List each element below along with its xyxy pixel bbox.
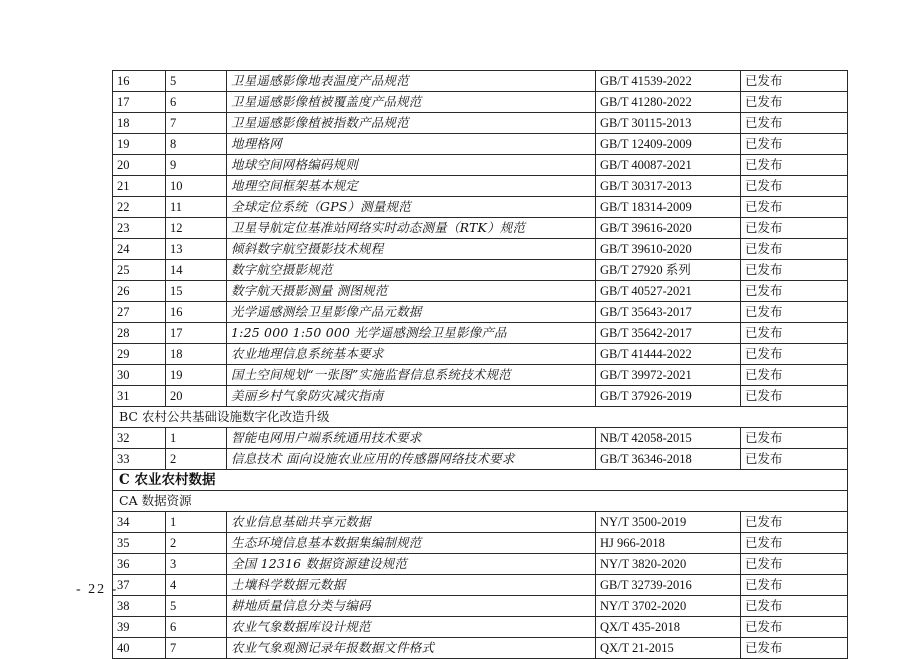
row-number: 29 [113,344,166,365]
standard-name: 倾斜数字航空摄影技术规程 [227,239,596,260]
row-sequence: 7 [166,638,227,659]
row-number: 35 [113,533,166,554]
table-section-major-row [113,470,848,491]
table-row [113,155,848,176]
standard-name: 农业地理信息系统基本要求 [227,344,596,365]
row-sequence: 17 [166,323,227,344]
table-section-row [113,491,848,512]
standard-code: QX/T 435-2018 [596,617,741,638]
standard-name: 卫星导航定位基准站网络实时动态测量（RTK）规范 [227,218,596,239]
standard-name: 数字航天摄影测量 测图规范 [227,281,596,302]
standard-name: 农业信息基础共享元数据 [227,512,596,533]
standard-name: 全国 12316 数据资源建设规范 [227,554,596,575]
standard-name: 地理格网 [227,134,596,155]
standard-status: 已发布 [741,113,848,134]
standard-name: 卫星遥感影像植被覆盖度产品规范 [227,92,596,113]
table-row [113,554,848,575]
row-number: 23 [113,218,166,239]
row-sequence: 1 [166,512,227,533]
table-row [113,386,848,407]
standard-code: GB/T 40087-2021 [596,155,741,176]
standard-code: GB/T 12409-2009 [596,134,741,155]
table-row [113,365,848,386]
standard-status: 已发布 [741,638,848,659]
row-sequence: 12 [166,218,227,239]
standard-status: 已发布 [741,617,848,638]
row-number: 28 [113,323,166,344]
table-row [113,260,848,281]
row-sequence: 1 [166,428,227,449]
row-sequence: 8 [166,134,227,155]
row-number: 27 [113,302,166,323]
standard-status: 已发布 [741,554,848,575]
row-number: 25 [113,260,166,281]
row-number: 34 [113,512,166,533]
standard-code: QX/T 21-2015 [596,638,741,659]
standard-code: HJ 966-2018 [596,533,741,554]
page-number: - 22 - [76,582,119,597]
row-number: 21 [113,176,166,197]
standard-status: 已发布 [741,512,848,533]
standard-status: 已发布 [741,134,848,155]
standard-code: NY/T 3820-2020 [596,554,741,575]
table-row [113,512,848,533]
standard-code: NY/T 3702-2020 [596,596,741,617]
table-row [113,533,848,554]
row-number: 32 [113,428,166,449]
row-sequence: 19 [166,365,227,386]
table-row [113,617,848,638]
row-sequence: 16 [166,302,227,323]
standard-name: 1:25 000 1:50 000 光学遥感测绘卫星影像产品 [227,323,596,344]
standard-status: 已发布 [741,281,848,302]
standard-name: 农业气象观测记录年报数据文件格式 [227,638,596,659]
row-number: 40 [113,638,166,659]
standard-code: GB/T 40527-2021 [596,281,741,302]
standard-name: 美丽乡村气象防灾减灾指南 [227,386,596,407]
standard-status: 已发布 [741,302,848,323]
standard-code: GB/T 39610-2020 [596,239,741,260]
row-sequence: 6 [166,617,227,638]
table-row [113,323,848,344]
standard-status: 已发布 [741,155,848,176]
standard-name: 光学遥感测绘卫星影像产品元数据 [227,302,596,323]
standard-name: 耕地质量信息分类与编码 [227,596,596,617]
row-number: 36 [113,554,166,575]
standard-name: 地理空间框架基本规定 [227,176,596,197]
section-label: C 农业农村数据 [113,470,848,491]
standards-table [112,70,848,659]
standard-status: 已发布 [741,449,848,470]
row-number: 31 [113,386,166,407]
standards-table-container [112,70,802,659]
standard-status: 已发布 [741,197,848,218]
table-row [113,134,848,155]
standard-code: GB/T 39616-2020 [596,218,741,239]
row-number: 16 [113,71,166,92]
standard-code: GB/T 39972-2021 [596,365,741,386]
row-sequence: 5 [166,596,227,617]
row-sequence: 18 [166,344,227,365]
standard-code: GB/T 41539-2022 [596,71,741,92]
standard-code: GB/T 35642-2017 [596,323,741,344]
standard-status: 已发布 [741,428,848,449]
standard-status: 已发布 [741,533,848,554]
table-row [113,638,848,659]
standard-code: GB/T 27920 系列 [596,260,741,281]
standard-status: 已发布 [741,344,848,365]
row-number: 19 [113,134,166,155]
standard-name: 国土空间规划“一张图”实施监督信息系统技术规范 [227,365,596,386]
row-sequence: 3 [166,554,227,575]
row-sequence: 14 [166,260,227,281]
table-row [113,218,848,239]
standard-code: GB/T 18314-2009 [596,197,741,218]
row-number: 20 [113,155,166,176]
standard-code: NB/T 42058-2015 [596,428,741,449]
row-number: 18 [113,113,166,134]
row-sequence: 11 [166,197,227,218]
standard-name: 生态环境信息基本数据集编制规范 [227,533,596,554]
table-row [113,281,848,302]
row-sequence: 2 [166,449,227,470]
row-number: 33 [113,449,166,470]
standard-code: GB/T 30317-2013 [596,176,741,197]
table-row [113,197,848,218]
standard-status: 已发布 [741,575,848,596]
standard-name: 信息技术 面向设施农业应用的传感器网络技术要求 [227,449,596,470]
standard-status: 已发布 [741,260,848,281]
standard-name: 智能电网用户端系统通用技术要求 [227,428,596,449]
standard-name: 数字航空摄影规范 [227,260,596,281]
standard-code: GB/T 32739-2016 [596,575,741,596]
row-number: 37 [113,575,166,596]
standard-status: 已发布 [741,323,848,344]
standard-status: 已发布 [741,92,848,113]
row-sequence: 20 [166,386,227,407]
standard-status: 已发布 [741,71,848,92]
row-sequence: 15 [166,281,227,302]
standard-code: GB/T 36346-2018 [596,449,741,470]
row-number: 17 [113,92,166,113]
row-sequence: 10 [166,176,227,197]
table-row [113,176,848,197]
standard-status: 已发布 [741,176,848,197]
standard-status: 已发布 [741,596,848,617]
row-sequence: 2 [166,533,227,554]
standard-code: NY/T 3500-2019 [596,512,741,533]
standard-code: GB/T 41444-2022 [596,344,741,365]
table-row [113,239,848,260]
standard-name: 卫星遥感影像植被指数产品规范 [227,113,596,134]
row-number: 22 [113,197,166,218]
standard-code: GB/T 41280-2022 [596,92,741,113]
standard-code: GB/T 37926-2019 [596,386,741,407]
row-sequence: 5 [166,71,227,92]
table-row [113,71,848,92]
row-sequence: 7 [166,113,227,134]
row-number: 39 [113,617,166,638]
table-row [113,596,848,617]
table-row [113,344,848,365]
row-number: 30 [113,365,166,386]
section-label: CA 数据资源 [113,491,848,512]
row-number: 24 [113,239,166,260]
standard-name: 卫星遥感影像地表温度产品规范 [227,71,596,92]
row-sequence: 13 [166,239,227,260]
row-sequence: 6 [166,92,227,113]
standards-table-body [113,71,848,659]
standard-code: GB/T 35643-2017 [596,302,741,323]
table-row [113,575,848,596]
standard-code: GB/T 30115-2013 [596,113,741,134]
row-number: 38 [113,596,166,617]
standard-name: 农业气象数据库设计规范 [227,617,596,638]
standard-status: 已发布 [741,218,848,239]
row-sequence: 9 [166,155,227,176]
standard-status: 已发布 [741,386,848,407]
standard-name: 全球定位系统（GPS）测量规范 [227,197,596,218]
table-row [113,92,848,113]
standard-name: 土壤科学数据元数据 [227,575,596,596]
section-label: BC 农村公共基础设施数字化改造升级 [113,407,848,428]
standard-status: 已发布 [741,239,848,260]
table-row [113,449,848,470]
row-sequence: 4 [166,575,227,596]
row-number: 26 [113,281,166,302]
table-section-row [113,407,848,428]
table-row [113,302,848,323]
table-row [113,113,848,134]
standard-name: 地球空间网格编码规则 [227,155,596,176]
table-row [113,428,848,449]
standard-status: 已发布 [741,365,848,386]
